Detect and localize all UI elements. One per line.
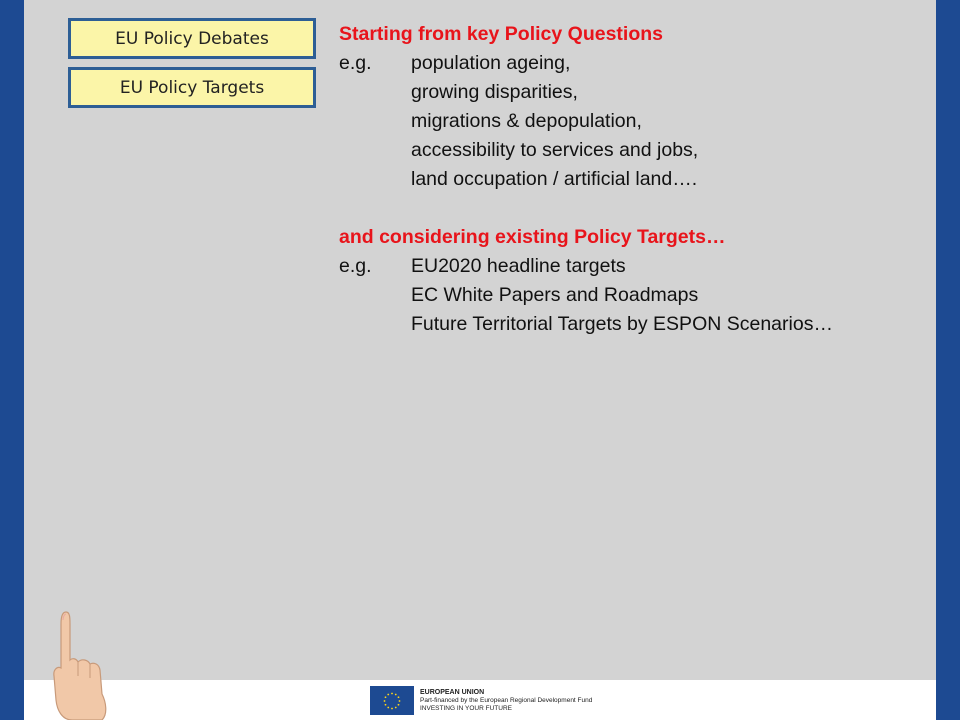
list-item: [339, 136, 929, 165]
tab-eu-policy-debates[interactable]: [68, 18, 316, 59]
logo-line-3: INVESTING IN YOUR FUTURE: [420, 704, 512, 712]
tab-label: EU Policy Debates: [115, 28, 269, 49]
left-side-bar: [0, 0, 24, 720]
list-item: [339, 281, 929, 310]
list-item-text: EC White Papers and Roadmaps: [411, 284, 699, 306]
section-heading-targets: and considering existing Policy Targets…: [339, 226, 726, 248]
list-item-text: accessibility to services and jobs,: [411, 139, 699, 161]
logo-line-1: EUROPEAN UNION: [420, 688, 485, 696]
logo-line-2: Part-financed by the European Regional Development Fund: [420, 696, 593, 704]
list-item-text: population ageing,: [411, 52, 571, 74]
eu-logo: [370, 686, 592, 715]
list-item: [339, 165, 929, 194]
list-item-text: land occupation / artificial land….: [411, 168, 698, 190]
right-side-bar: [936, 0, 960, 720]
eg-prefix: e.g.: [339, 255, 372, 277]
list-item-text: EU2020 headline targets: [411, 255, 626, 277]
list-item-text: Future Territorial Targets by ESPON Scenarios…: [411, 313, 833, 335]
list-item: [339, 49, 929, 78]
pointing-hand-icon: [42, 610, 122, 720]
tab-label: EU Policy Targets: [119, 77, 265, 98]
list-item-text: migrations & depopulation,: [411, 110, 642, 132]
list-item: [339, 107, 929, 136]
tab-eu-policy-targets[interactable]: [68, 67, 316, 108]
list-item-text: growing disparities,: [411, 81, 578, 103]
list-item: [339, 78, 929, 107]
main-text: [339, 20, 929, 339]
eu-flag-icon: [370, 686, 414, 715]
list-item: [339, 252, 929, 281]
list-item: [339, 310, 929, 339]
eg-prefix: e.g.: [339, 52, 372, 74]
section-heading-questions: Starting from key Policy Questions: [339, 23, 663, 45]
